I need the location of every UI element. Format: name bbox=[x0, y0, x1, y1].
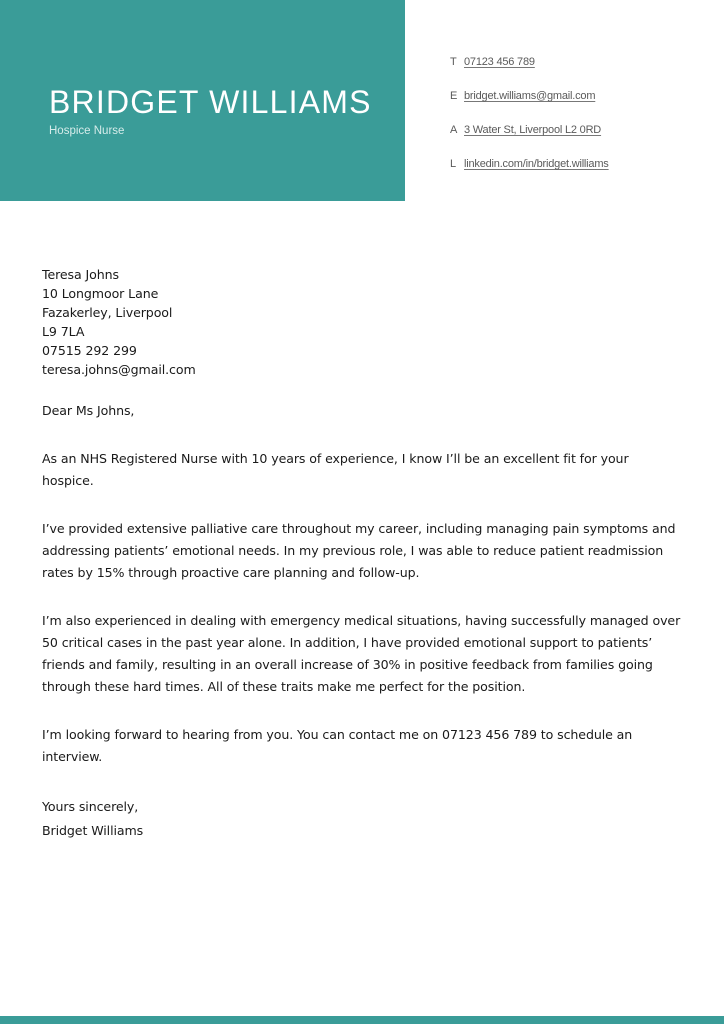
recipient-address-block bbox=[42, 265, 682, 379]
contact-phone-key: T bbox=[450, 56, 457, 68]
contact-linkedin-key: L bbox=[450, 158, 456, 170]
recipient-postcode: L9 7LA bbox=[42, 324, 85, 339]
contact-email-key: E bbox=[450, 90, 458, 102]
contact-email[interactable] bbox=[450, 90, 595, 106]
recipient-phone: 07515 292 299 bbox=[42, 343, 137, 358]
contact-linkedin[interactable] bbox=[450, 158, 609, 174]
contact-phone[interactable] bbox=[450, 56, 535, 72]
recipient-address-line2: Fazakerley, Liverpool bbox=[42, 305, 173, 320]
paragraph-intro: As an NHS Registered Nurse with 10 years of experience, I know I’ll be an excellent fit for your hospice. bbox=[42, 451, 629, 488]
applicant-name: BRIDGET WILLIAMS bbox=[49, 84, 372, 120]
paragraph-call-to-action: I’m looking forward to hearing from you. You can contact me on 07123 456 789 to schedule an interview. bbox=[42, 727, 633, 764]
job-title: Hospice Nurse bbox=[49, 125, 125, 137]
closing-phrase: Yours sincerely, bbox=[42, 799, 139, 814]
closing-block bbox=[42, 795, 682, 843]
contact-linkedin-value: linkedin.com/in/bridget.williams bbox=[464, 158, 609, 170]
signature-name: Bridget Williams bbox=[42, 823, 144, 838]
contact-email-value: bridget.williams@gmail.com bbox=[464, 90, 596, 102]
recipient-address-line1: 10 Longmoor Lane bbox=[42, 286, 159, 301]
header-banner bbox=[0, 0, 405, 201]
recipient-name: Teresa Johns bbox=[42, 267, 119, 282]
footer-accent-bar bbox=[0, 1016, 724, 1024]
letter-body bbox=[42, 265, 682, 843]
paragraph-palliative-care: I’ve provided extensive palliative care throughout my career, including managing pain symptoms and addressing patients’ emotional needs. In my previous role, I was able to reduce patient readmission rates by 15% through proactive care planning and follow-up. bbox=[42, 521, 676, 580]
recipient-email: teresa.johns@gmail.com bbox=[42, 362, 196, 377]
salutation: Dear Ms Johns, bbox=[42, 403, 135, 418]
contact-address-value: 3 Water St, Liverpool L2 0RD bbox=[464, 124, 602, 136]
contact-address-key: A bbox=[450, 124, 458, 136]
contact-phone-value: 07123 456 789 bbox=[464, 56, 535, 68]
paragraph-emergency-experience: I’m also experienced in dealing with emergency medical situations, having successfully managed over 50 critical cases in the past year alone. In addition, I have provided emotional support to patients’ friends and family, resulting in an overall increase of 30% in positive feedback from families going through these hard times. All of these traits make me perfect for the position. bbox=[42, 613, 681, 694]
contact-address[interactable] bbox=[450, 124, 601, 140]
